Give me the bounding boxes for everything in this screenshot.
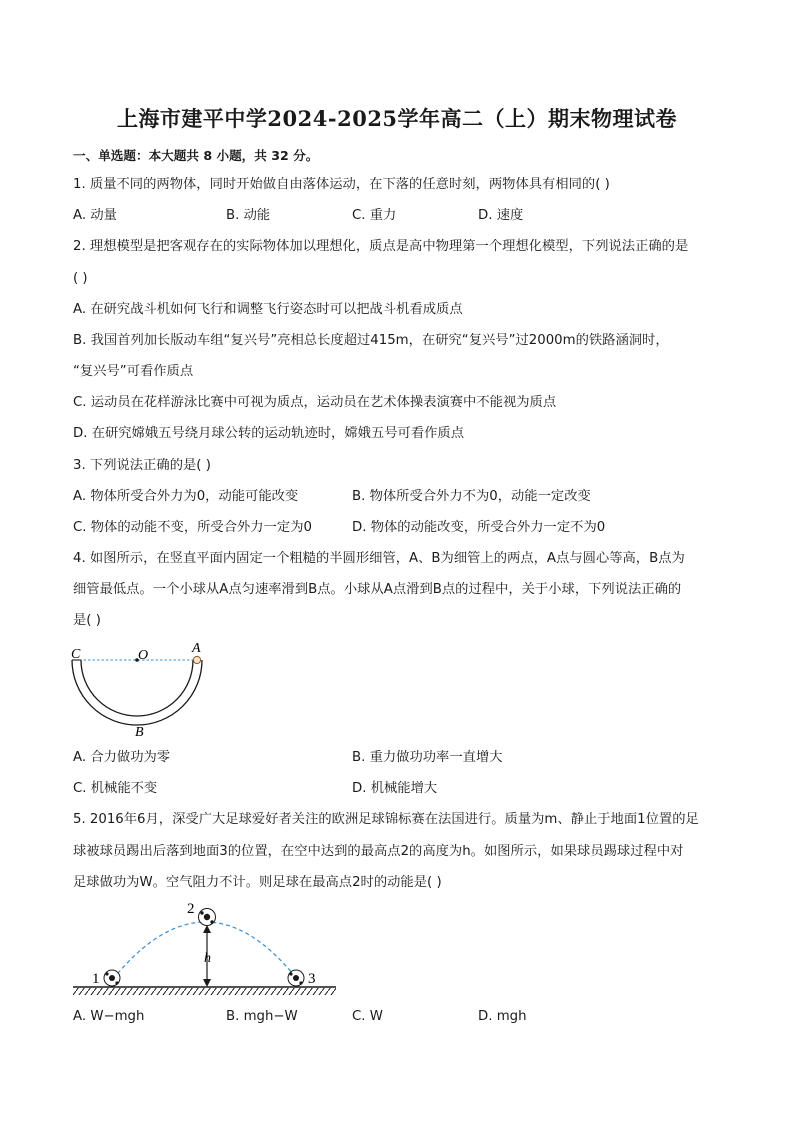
ball-position-1: [104, 970, 120, 986]
label-b: B: [135, 725, 144, 740]
q5-football-trajectory-figure: [70, 895, 340, 1000]
q1-option-b: B. 动能: [226, 208, 271, 223]
q5-option-d: D. mgh: [478, 1009, 527, 1024]
q1-option-d: D. 速度: [478, 208, 524, 223]
q5-stem-line3: 足球做功为W。空气阻力不计。则足球在最高点2时的动能是( ): [73, 875, 442, 890]
q4-option-c: C. 机械能不变: [73, 781, 158, 796]
q4-stem-line3: 是( ): [73, 613, 101, 628]
q1-stem: 1. 质量不同的两物体，同时开始做自由落体运动，在下落的任意时刻，两物体具有相同的( ): [73, 177, 610, 192]
q5-option-c: C. W: [352, 1009, 383, 1024]
q4-semicircle-tube-figure: [64, 640, 214, 740]
q2-option-d: D. 在研究嫦娥五号绕月球公转的运动轨迹时，嫦娥五号可看作质点: [73, 426, 465, 441]
q4-option-d: D. 机械能增大: [352, 781, 438, 796]
ball-position-2: [199, 909, 216, 926]
ground-hatching: [73, 988, 336, 995]
q2-stem-line1: 2. 理想模型是把客观存在的实际物体加以理想化，质点是高中物理第一个理想化模型，下列说法正确的是: [73, 239, 689, 254]
q4-stem-line2: 细管最低点。一个小球从A点匀速率滑到B点。小球从A点滑到B点的过程中，关于小球，下列说法正确的: [73, 582, 682, 597]
q3-option-a: A. 物体所受合外力为0，动能可能改变: [73, 489, 299, 504]
height-arrow-up: [203, 925, 211, 933]
ball-position-3: [288, 970, 304, 986]
label-c: C: [71, 647, 81, 662]
q1-option-a: A. 动量: [73, 208, 117, 223]
q3-option-c: C. 物体的动能不变，所受合外力一定为0: [73, 520, 312, 535]
q4-option-b: B. 重力做功功率一直增大: [352, 750, 503, 765]
label-h: h: [204, 951, 211, 966]
q2-option-b: B. 我国首列加长版动车组“复兴号”亮相总长度超过415m，在研究“复兴号”过2000m的铁路涵洞时，: [73, 333, 669, 348]
q3-option-b: B. 物体所受合外力不为0，动能一定改变: [352, 489, 591, 504]
q2-option-a: A. 在研究战斗机如何飞行和调整飞行姿态时可以把战斗机看成质点: [73, 302, 463, 317]
q2-option-c: C. 运动员在花样游泳比赛中可视为质点，运动员在艺术体操表演赛中不能视为质点: [73, 395, 557, 410]
tube-inner-wall: [81, 660, 193, 716]
height-arrow-down: [203, 979, 211, 987]
q2-stem-line2: ( ): [73, 271, 88, 286]
label-2: 2: [187, 901, 195, 917]
q5-stem-line1: 5. 2016年6月，深受广大足球爱好者关注的欧洲足球锦标赛在法国进行。质量为m、静止于地面1位置的足: [73, 812, 699, 827]
small-ball: [193, 656, 200, 663]
label-3: 3: [308, 971, 316, 987]
label-o: O: [138, 648, 149, 663]
q3-option-d: D. 物体的动能改变，所受合外力一定不为0: [352, 520, 606, 535]
exam-title: 上海市建平中学2024-2025学年高二（上）期末物理试卷: [116, 106, 678, 131]
q4-option-a: A. 合力做功为零: [73, 750, 171, 765]
q2-option-b-cont: “复兴号”可看作质点: [73, 364, 194, 379]
label-1: 1: [92, 971, 100, 987]
section-heading: 一、单选题：本大题共 8 小题，共 32 分。: [73, 148, 319, 163]
q3-stem: 3. 下列说法正确的是( ): [73, 458, 211, 473]
q4-stem-line1: 4. 如图所示，在竖直平面内固定一个粗糙的半圆形细管，A、B为细管上的两点，A点与圆心等高，B点为: [73, 551, 685, 566]
label-a: A: [192, 641, 201, 656]
q1-option-c: C. 重力: [352, 208, 397, 223]
q5-option-b: B. mgh−W: [226, 1009, 298, 1024]
q5-stem-line2: 球被球员踢出后落到地面3的位置，在空中达到的最高点2的高度为h。如图所示，如果球员踢球过程中对: [73, 844, 684, 859]
q5-option-a: A. W−mgh: [73, 1009, 145, 1024]
